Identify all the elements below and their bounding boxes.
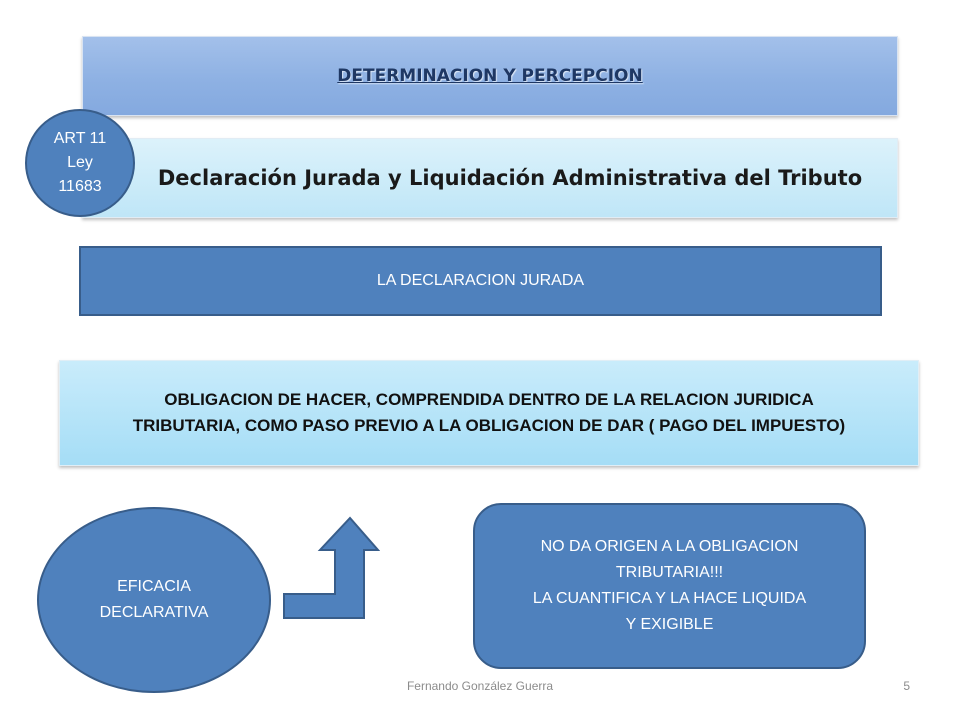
nota-line-2: TRIBUTARIA!!! (615, 564, 724, 581)
nota-text (533, 534, 806, 638)
title-bar (82, 36, 898, 116)
nota-line-1: NO DA ORIGEN A LA OBLIGACION (540, 538, 799, 555)
obligacion-text (133, 387, 845, 439)
declaracion-bar (79, 246, 882, 316)
eficacia-line-2: DECLARATIVA (99, 604, 209, 621)
slide-title: DETERMINACION Y PERCEPCION (337, 66, 643, 86)
badge-line-3: 11683 (58, 178, 102, 195)
eficacia-circle (37, 507, 271, 693)
nota-box (473, 503, 866, 669)
nota-line-3: LA CUANTIFICA Y LA HACE LIQUIDA (532, 590, 807, 607)
article-badge (25, 109, 135, 217)
page-number: 5 (903, 679, 910, 693)
obligacion-line-1: OBLIGACION DE HACER, COMPRENDIDA DENTRO DE LA RELACION JURIDICA (164, 390, 814, 409)
nota-line-4: Y EXIGIBLE (625, 616, 714, 633)
slide-subtitle: Declaración Jurada y Liquidación Administrativa del Tributo (157, 166, 863, 190)
badge-line-1: ART 11 (53, 130, 107, 147)
eficacia-line-1: EFICACIA (117, 578, 191, 595)
obligacion-line-2: TRIBUTARIA, COMO PASO PREVIO A LA OBLIGACION DE DAR ( PAGO DEL IMPUESTO) (132, 416, 846, 435)
bent-up-arrow-icon (280, 512, 380, 622)
declaracion-label: LA DECLARACION JURADA (376, 272, 585, 289)
subtitle-bar (82, 138, 898, 218)
obligacion-box (59, 360, 919, 466)
badge-line-2: Ley (67, 154, 93, 171)
footer-author: Fernando González Guerra (406, 679, 554, 693)
